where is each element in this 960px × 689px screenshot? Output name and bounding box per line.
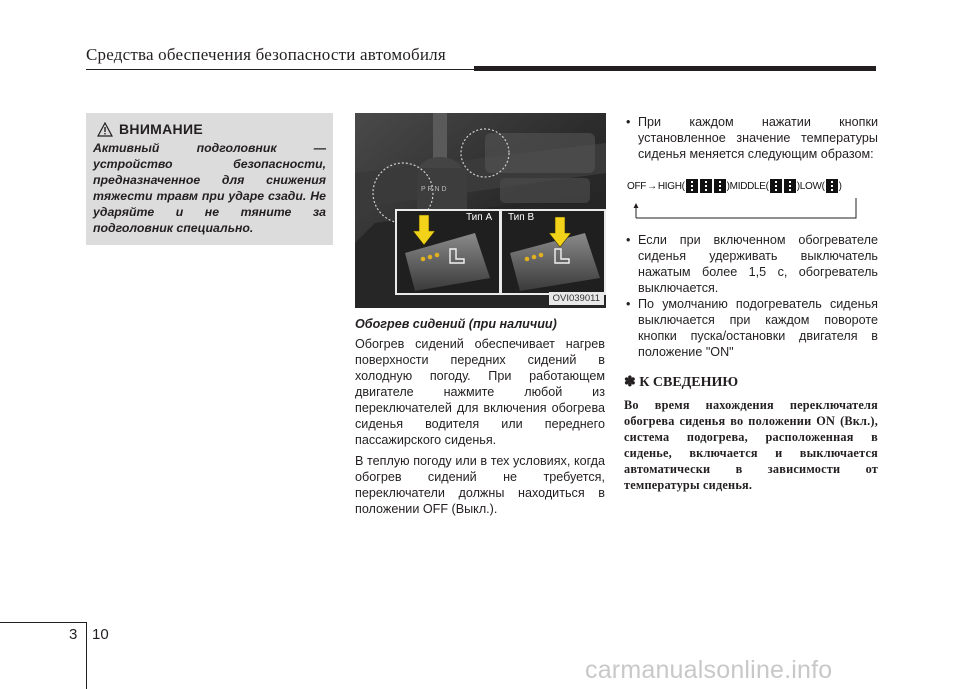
bullet-item: • По умолчанию подогреватель сиденья выключается при каждом повороте кнопки пуска/остановки двигателя в положение "ON" — [624, 296, 878, 360]
section-paragraph-2: В теплую погоду или в тех условиях, когда обогрев сидений не требуется, переключатели должны находиться в положении OFF (Выкл.). — [355, 454, 605, 516]
figure-code: OVI039011 — [549, 292, 604, 305]
note-text: Во время нахождения переключателя обогрева сиденья во положении ON (Вкл.), система подогрева, расположенная в сиденье, включается и выключается автоматически в зависимости от температуры сиденья. — [624, 398, 878, 492]
header-rule — [86, 69, 474, 70]
section-number: 3 — [69, 626, 78, 643]
footer-divider — [86, 622, 87, 689]
warning-text: Активный подголовник — устройство безопасности, предназначенное для снижения тяжести травм при ударе сзади. Не ударяйте и не тяните за подголовник специально. — [93, 141, 326, 235]
section-subheading: Обогрев сидений (при наличии) — [355, 317, 557, 331]
level-low-label: )LOW( — [796, 180, 825, 192]
heat-level-1-icon — [825, 179, 839, 193]
warning-title: ВНИМАНИЕ — [119, 121, 203, 137]
page-header-title: Средства обеспечения безопасности автомобиля — [86, 45, 446, 64]
arrow-right-icon: → — [647, 180, 657, 192]
heat-level-2-icon — [769, 179, 797, 193]
level-high-label: HIGH( — [657, 180, 685, 192]
watermark: carmanualsonline.info — [585, 656, 833, 684]
header-rule-bold — [474, 66, 876, 71]
bullet-item: • Если при включенном обогревателе сиденья удерживать выключатель нажатым более 1,5 с, обогреватель выключается. — [624, 232, 878, 296]
seat-heater-section — [355, 317, 605, 522]
page-number: 10 — [92, 626, 109, 643]
level-close-paren: ) — [838, 180, 842, 192]
warning-box — [86, 113, 333, 245]
warning-header — [97, 121, 326, 137]
section-paragraph-1: Обогрев сидений обеспечивает нагрев поверхности передних сидений в холодную погоду. При работающем двигателе нажмите любой из переключателей для включения обогрева сиденья водителя или переднего пассажирского сиденья. — [355, 337, 605, 447]
level-off-label: OFF — [627, 180, 647, 192]
heat-level-cycle-diagram — [624, 166, 878, 226]
warning-triangle-icon — [97, 122, 113, 137]
seat-heater-photo — [355, 113, 606, 308]
figure-label-type-b: Тип B — [508, 212, 535, 223]
figure-label-type-a: Тип A — [466, 212, 493, 223]
level-middle-label: )MIDDLE( — [726, 180, 769, 192]
footer-rule — [0, 622, 86, 623]
heat-level-sequence — [627, 179, 842, 193]
return-loop-arrow-icon — [632, 196, 862, 222]
bullet-item: • При каждом нажатии кнопки установленное значение температуры сиденья меняется следующим образом: — [624, 114, 878, 162]
svg-text:P R N D: P R N D — [421, 186, 447, 193]
heat-level-3-icon — [685, 179, 727, 193]
console-illustration — [355, 113, 606, 308]
note-title: ✽ К СВЕДЕНИЮ — [624, 375, 739, 390]
right-column — [624, 114, 878, 493]
